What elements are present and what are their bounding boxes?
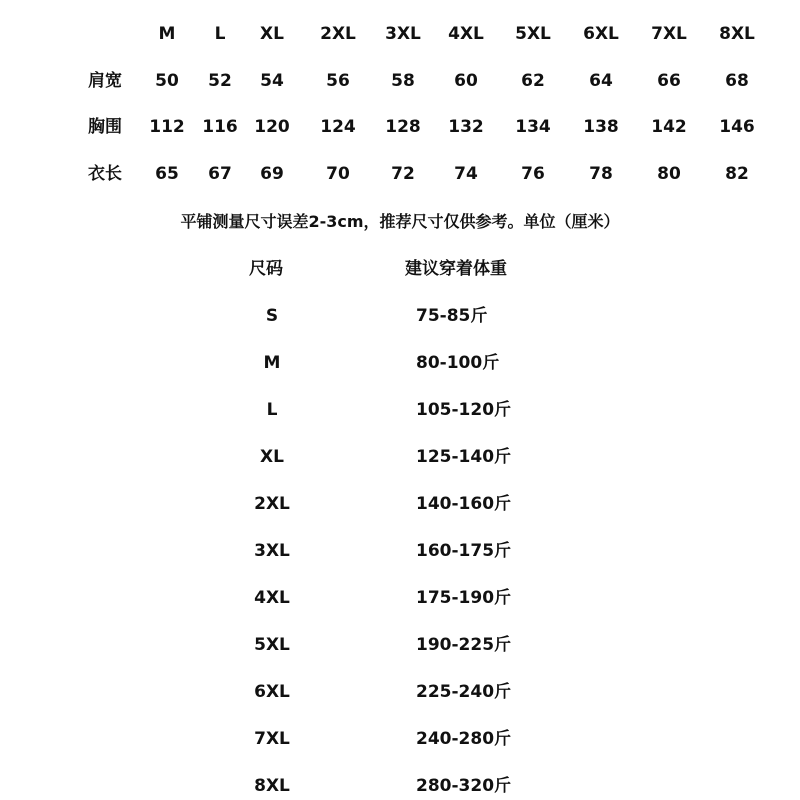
measurement-cell: 65 bbox=[155, 164, 179, 184]
measurement-cell: 76 bbox=[521, 164, 545, 184]
measurement-cell: 67 bbox=[208, 164, 232, 184]
measurement-cell: 138 bbox=[583, 117, 619, 137]
size-cell: 5XL bbox=[254, 635, 290, 655]
weight-cell: 280-320斤 bbox=[416, 776, 512, 796]
measurement-cell: 128 bbox=[385, 117, 421, 137]
size-header-2xl: 2XL bbox=[320, 24, 356, 44]
row-label: 肩宽 bbox=[88, 71, 122, 91]
size-header-xl: XL bbox=[260, 24, 284, 44]
size-cell: XL bbox=[260, 447, 284, 467]
measurement-cell: 132 bbox=[448, 117, 484, 137]
measurement-cell: 58 bbox=[391, 71, 415, 91]
measurement-cell: 70 bbox=[326, 164, 350, 184]
weight-cell: 75-85斤 bbox=[416, 306, 488, 326]
measurement-cell: 62 bbox=[521, 71, 545, 91]
size-header-5xl: 5XL bbox=[515, 24, 551, 44]
size-header-6xl: 6XL bbox=[583, 24, 619, 44]
row-label: 衣长 bbox=[88, 164, 122, 184]
measurement-cell: 80 bbox=[657, 164, 681, 184]
measurement-cell: 50 bbox=[155, 71, 179, 91]
measurement-cell: 116 bbox=[202, 117, 238, 137]
size-column-header: 尺码 bbox=[249, 259, 283, 279]
measurement-cell: 52 bbox=[208, 71, 232, 91]
size-header-3xl: 3XL bbox=[385, 24, 421, 44]
size-header-l: L bbox=[214, 24, 226, 44]
weight-cell: 240-280斤 bbox=[416, 729, 512, 749]
measurement-cell: 64 bbox=[589, 71, 613, 91]
size-header-7xl: 7XL bbox=[651, 24, 687, 44]
size-header-4xl: 4XL bbox=[448, 24, 484, 44]
weight-column-header: 建议穿着体重 bbox=[405, 259, 507, 279]
measurement-cell: 72 bbox=[391, 164, 415, 184]
measurement-cell: 66 bbox=[657, 71, 681, 91]
measurement-cell: 142 bbox=[651, 117, 687, 137]
measurement-cell: 134 bbox=[515, 117, 551, 137]
size-cell: 8XL bbox=[254, 776, 290, 796]
measurement-cell: 56 bbox=[326, 71, 350, 91]
row-label: 胸围 bbox=[88, 117, 122, 137]
measurement-cell: 124 bbox=[320, 117, 356, 137]
weight-cell: 80-100斤 bbox=[416, 353, 500, 373]
measurement-note: 平铺测量尺寸误差2-3cm，推荐尺寸仅供参考。单位（厘米） bbox=[180, 212, 620, 231]
measurement-cell: 54 bbox=[260, 71, 284, 91]
weight-cell: 105-120斤 bbox=[416, 400, 512, 420]
measurement-cell: 146 bbox=[719, 117, 755, 137]
measurement-cell: 78 bbox=[589, 164, 613, 184]
measurement-cell: 60 bbox=[454, 71, 478, 91]
size-cell: L bbox=[266, 400, 278, 420]
size-cell: 7XL bbox=[254, 729, 290, 749]
weight-cell: 225-240斤 bbox=[416, 682, 512, 702]
size-cell: 3XL bbox=[254, 541, 290, 561]
measurement-cell: 82 bbox=[725, 164, 749, 184]
weight-cell: 140-160斤 bbox=[416, 494, 512, 514]
measurement-cell: 69 bbox=[260, 164, 284, 184]
weight-cell: 160-175斤 bbox=[416, 541, 512, 561]
measurement-cell: 112 bbox=[149, 117, 185, 137]
size-header-8xl: 8XL bbox=[719, 24, 755, 44]
size-cell: 2XL bbox=[254, 494, 290, 514]
size-cell: 4XL bbox=[254, 588, 290, 608]
measurement-cell: 74 bbox=[454, 164, 478, 184]
size-cell: 6XL bbox=[254, 682, 290, 702]
size-cell: M bbox=[263, 353, 281, 373]
measurement-cell: 120 bbox=[254, 117, 290, 137]
weight-cell: 190-225斤 bbox=[416, 635, 512, 655]
weight-cell: 175-190斤 bbox=[416, 588, 512, 608]
size-cell: S bbox=[265, 306, 279, 326]
weight-cell: 125-140斤 bbox=[416, 447, 512, 467]
measurement-cell: 68 bbox=[725, 71, 749, 91]
size-header-m: M bbox=[158, 24, 176, 44]
